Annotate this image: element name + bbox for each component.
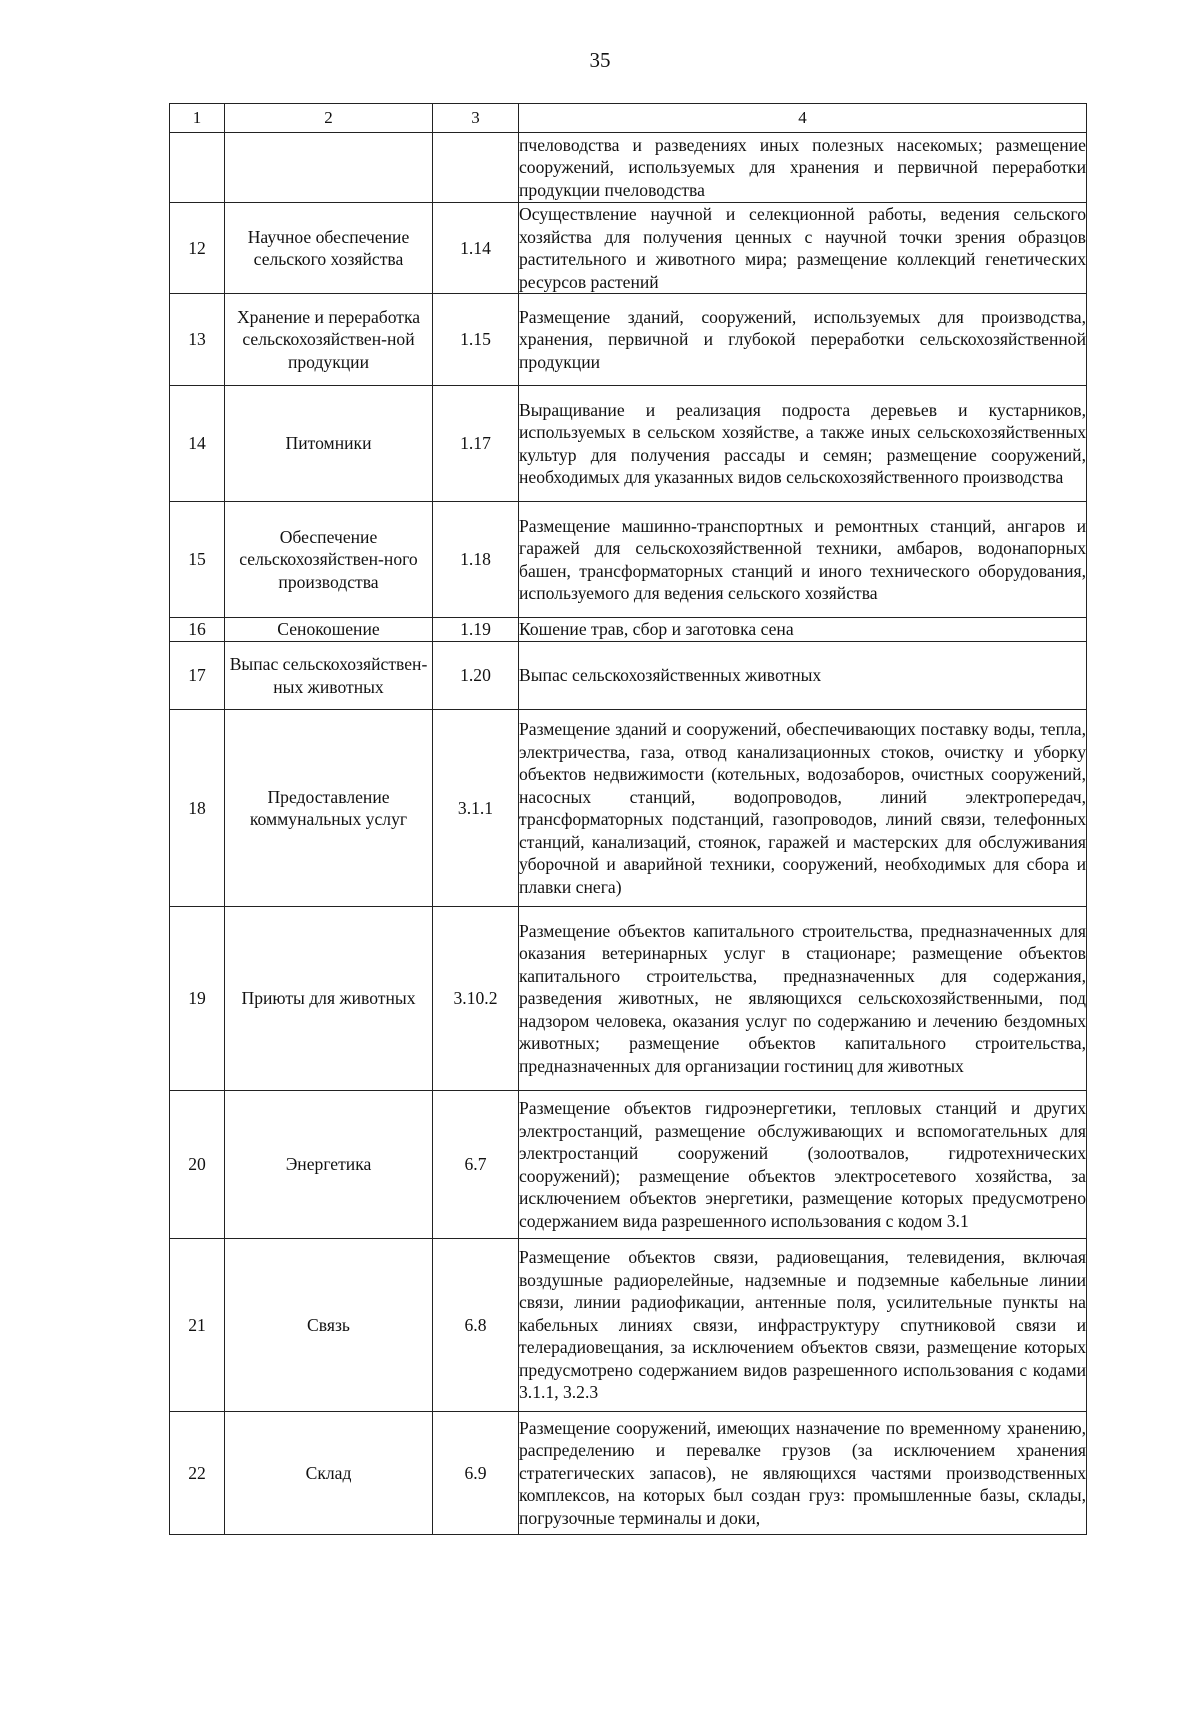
- row-code: 3.1.1: [433, 710, 519, 907]
- row-name: Предоставление коммунальных услуг: [225, 710, 433, 907]
- row-name: Выпас сельскохозяйствен-ных животных: [225, 642, 433, 710]
- row-description: Размещение зданий и сооружений, обеспечивающих поставку воды, тепла, электричества, газа, отвод канализационных стоков, очистку и уборку объектов недвижимости (котельных, водозаборов, очистных сооружений, насосных станций, водопроводов, линий электропередач, трансформаторных подстанций, газопроводов, линий связи, телефонных станций, канализаций, стоянок, гаражей и мастерских для обслуживания уборочной и аварийной техники, сооружений, необходимых для сбора и плавки снега): [519, 710, 1087, 907]
- table-row: [170, 1091, 1087, 1239]
- header-col-3: 3: [433, 104, 519, 133]
- row-description: Размещение объектов гидроэнергетики, тепловых станций и других электростанций, размещение обслуживающих и вспомогательных для электростанций сооружений (золоотвалов, гидротехнических сооружений); размещение объектов электросетевого хозяйства, за исключением объектов энергетики, размещение которых предусмотрено содержанием вида разрешенного использования с кодом 3.1: [519, 1091, 1087, 1239]
- header-col-1: 1: [170, 104, 225, 133]
- row-number: 19: [170, 907, 225, 1091]
- row-code: 1.19: [433, 618, 519, 642]
- row-description: Осуществление научной и селекционной работы, ведения сельского хозяйства для получения ценных с научной точки зрения образцов растительного и животного мира; размещение коллекций генетических ресурсов растений: [519, 204, 1086, 292]
- table-row: [170, 907, 1087, 1091]
- row-description: Выращивание и реализация подроста деревьев и кустарников, используемых в сельском хозяйстве, а также иных сельскохозяйственных культур для получения рассады и семян; размещение сооружений, необходимых для указанных видов сельскохозяйственного производства: [519, 386, 1087, 502]
- row-number: 18: [170, 710, 225, 907]
- header-col-2: 2: [225, 104, 433, 133]
- row-code: [433, 133, 519, 203]
- page-number: 35: [589, 48, 611, 72]
- row-number: 15: [170, 502, 225, 618]
- table-row: [170, 1239, 1087, 1412]
- table-row: [170, 133, 1087, 203]
- row-name: [225, 133, 433, 203]
- row-code: 1.20: [433, 642, 519, 710]
- row-description: Выпас сельскохозяйственных животных: [519, 642, 1087, 710]
- row-code: 1.18: [433, 502, 519, 618]
- row-number: 17: [170, 642, 225, 710]
- table-row: [170, 386, 1087, 502]
- row-number: 22: [170, 1412, 225, 1535]
- row-description: Размещение сооружений, имеющих назначение по временному хранению, распределению и перевалке грузов (за исключением хранения стратегических запасов), не являющихся частями производственных комплексов, на которых был создан груз: промышленные базы, склады, погрузочные терминалы и доки,: [519, 1412, 1087, 1535]
- row-name: Склад: [225, 1412, 433, 1535]
- row-number: 13: [170, 294, 225, 386]
- header-col-4: 4: [519, 104, 1087, 133]
- row-name: Хранение и переработка сельскохозяйствен-ной продукции: [225, 294, 433, 386]
- row-description: Размещение объектов капитального строительства, предназначенных для оказания ветеринарных услуг в стационаре; размещение объектов капитального строительства, предназначенных для содержания, разведения животных, не являющихся сельскохозяйственными, под надзором человека, оказания услуг по содержанию и лечению бездомных животных; размещение объектов капитального строительства, предназначенных для организации гостиниц для животных: [519, 907, 1087, 1091]
- table-row: [170, 203, 1087, 294]
- row-name: Научное обеспечение сельского хозяйства: [225, 203, 433, 294]
- row-name: Связь: [225, 1239, 433, 1412]
- row-number: 14: [170, 386, 225, 502]
- row-code: 6.9: [433, 1412, 519, 1535]
- land-use-table: [169, 103, 1087, 1535]
- table-row: [170, 502, 1087, 618]
- row-description: Размещение объектов связи, радиовещания, телевидения, включая воздушные радиорелейные, надземные и подземные кабельные линии связи, линии радиофикации, антенные поля, усилительные пункты на кабельных линиях связи, инфраструктуру спутниковой связи и телерадиовещания, за исключением объектов связи, размещение которых предусмотрено содержанием видов разрешенного использования с кодами 3.1.1, 3.2.3: [519, 1239, 1087, 1412]
- row-name: Энергетика: [225, 1091, 433, 1239]
- row-description: Размещение машинно-транспортных и ремонтных станций, ангаров и гаражей для сельскохозяйственной техники, амбаров, водонапорных башен, трансформаторных станций и иного технического оборудования, используемого для ведения сельского хозяйства: [519, 502, 1087, 618]
- table-row: [170, 642, 1087, 710]
- table-row: [170, 1412, 1087, 1535]
- row-number: 12: [170, 203, 225, 294]
- row-name: Приюты для животных: [225, 907, 433, 1091]
- table-header-row: [170, 104, 1087, 133]
- row-number: 16: [170, 618, 225, 642]
- row-code: 3.10.2: [433, 907, 519, 1091]
- row-number: [170, 133, 225, 203]
- row-description: пчеловодства и разведениях иных полезных насекомых; размещение сооружений, используемых для хранения и первичной переработки продукции пчеловодства: [519, 133, 1087, 203]
- row-code: 1.17: [433, 386, 519, 502]
- row-number: 20: [170, 1091, 225, 1239]
- table-row: [170, 618, 1087, 642]
- row-code: 1.14: [433, 203, 519, 294]
- table-row: [170, 710, 1087, 907]
- row-description: Кошение трав, сбор и заготовка сена: [519, 618, 1087, 642]
- row-name: Обеспечение сельскохозяйствен-ного производства: [225, 502, 433, 618]
- row-name: Питомники: [225, 386, 433, 502]
- row-code: 1.15: [433, 294, 519, 386]
- row-code: 6.8: [433, 1239, 519, 1412]
- row-number: 21: [170, 1239, 225, 1412]
- row-name: Сенокошение: [225, 618, 433, 642]
- table-row: [170, 294, 1087, 386]
- row-description: Размещение зданий, сооружений, используемых для производства, хранения, первичной и глубокой переработки сельскохозяйственной продукции: [519, 294, 1087, 386]
- row-code: 6.7: [433, 1091, 519, 1239]
